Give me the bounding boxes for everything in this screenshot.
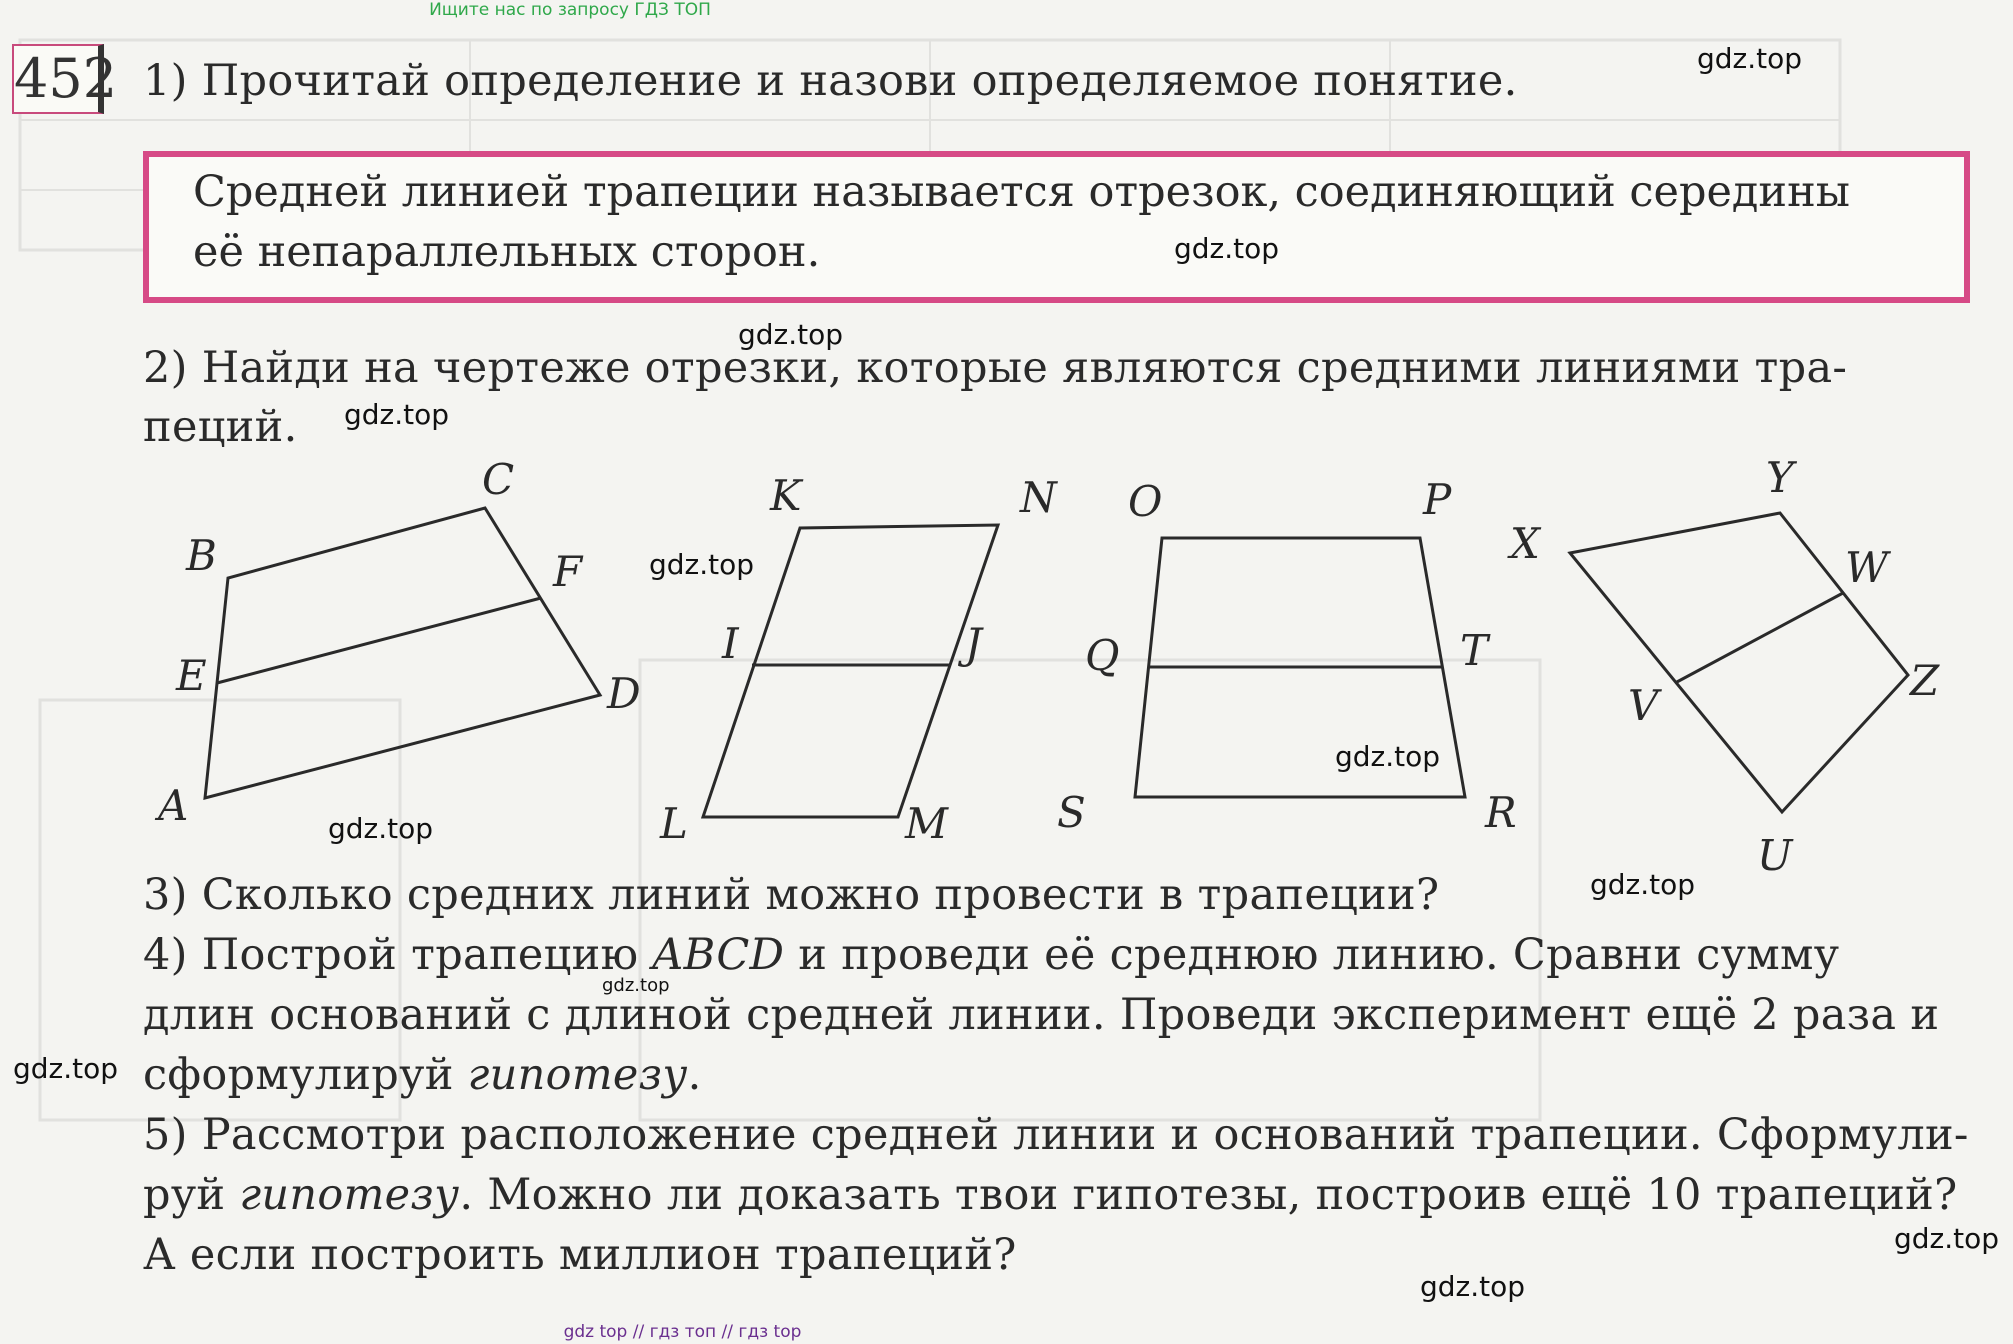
watermark: gdz.top <box>738 318 844 351</box>
watermark: gdz.top <box>1174 232 1280 265</box>
watermark: gdz.top <box>1894 1222 2000 1255</box>
task-4-text-d: сформулируй <box>143 1050 468 1100</box>
definition-line-2: её непараллельных сторон. <box>193 227 821 277</box>
label-k: K <box>770 471 802 520</box>
watermark: gdz.top <box>602 975 670 996</box>
label-t: T <box>1460 626 1489 675</box>
label-m: M <box>905 799 949 848</box>
task-1: 1) Прочитай определение и назови определяемое понятие. <box>143 56 1518 106</box>
task-5-line-2 <box>143 1170 1957 1220</box>
task-5-hypothesis: гипотезу <box>239 1170 460 1220</box>
label-x: X <box>1510 519 1540 568</box>
watermark: gdz.top <box>1590 868 1696 901</box>
task-2-line-1: 2) Найди на чертеже отрезки, которые являются средними линиями тра- <box>143 343 1848 393</box>
task-5-text-a: руй <box>143 1170 240 1220</box>
label-a: A <box>158 781 189 830</box>
watermark: gdz.top <box>1335 740 1441 773</box>
label-q: Q <box>1085 631 1120 680</box>
segment-ef <box>217 598 541 683</box>
task-4-text-a: 4) Построй трапецию <box>143 930 653 980</box>
label-v: V <box>1628 681 1659 730</box>
bottom-note: gdz top // гдз топ // гдз top <box>563 1322 802 1342</box>
task-5-text-c: . Можно ли доказать твои гипотезы, построив ещё 10 трапеций? <box>459 1170 1958 1220</box>
task-4-line-1 <box>143 930 1839 980</box>
task-5-line-1: 5) Рассмотри расположение средней линии и оснований трапеции. Сформули- <box>143 1110 1969 1160</box>
watermark: gdz.top <box>13 1052 119 1085</box>
watermark: gdz.top <box>344 398 450 431</box>
label-d: D <box>607 669 641 718</box>
label-f: F <box>553 547 583 596</box>
watermark: gdz.top <box>328 812 434 845</box>
label-z: Z <box>1910 656 1940 705</box>
trapezoid-abcd <box>205 508 600 798</box>
label-y: Y <box>1766 453 1794 502</box>
task-4-abcd: ABCD <box>652 930 785 980</box>
definition-line-1: Средней линией трапеции называется отрезок, соединяющий середины <box>193 167 1850 217</box>
exercise-number: 452 <box>12 44 104 114</box>
segment-vw <box>1675 593 1843 683</box>
task-3: 3) Сколько средних линий можно провести в трапеции? <box>143 870 1440 920</box>
watermark: gdz.top <box>1697 42 1803 75</box>
label-b: B <box>186 531 217 580</box>
task-4-hypothesis: гипотезу <box>467 1050 688 1100</box>
top-note: Ищите нас по запросу ГДЗ ТОП <box>429 0 711 20</box>
label-w: W <box>1845 543 1889 592</box>
task-2-line-2: пеций. <box>143 402 298 452</box>
task-5-line-3: А если построить миллион трапеций? <box>143 1230 1017 1280</box>
label-u: U <box>1757 831 1793 880</box>
label-r: R <box>1485 788 1517 837</box>
label-l: L <box>660 799 688 848</box>
label-i: I <box>722 619 739 668</box>
label-s: S <box>1057 788 1086 837</box>
task-4-text-e: . <box>687 1050 702 1100</box>
label-c: C <box>482 455 515 504</box>
label-n: N <box>1020 473 1057 522</box>
task-4-line-2: длин оснований с длиной средней линии. Проведи эксперимент ещё 2 раза и <box>143 990 1940 1040</box>
label-p: P <box>1423 475 1452 524</box>
watermark: gdz.top <box>649 548 755 581</box>
label-e: E <box>176 651 207 700</box>
label-j: J <box>965 619 982 668</box>
watermark: gdz.top <box>1420 1270 1526 1303</box>
task-4-text-c: и проведи её среднюю линию. Сравни сумму <box>784 930 1840 980</box>
task-4-line-3 <box>143 1050 702 1100</box>
label-o: O <box>1128 477 1163 526</box>
